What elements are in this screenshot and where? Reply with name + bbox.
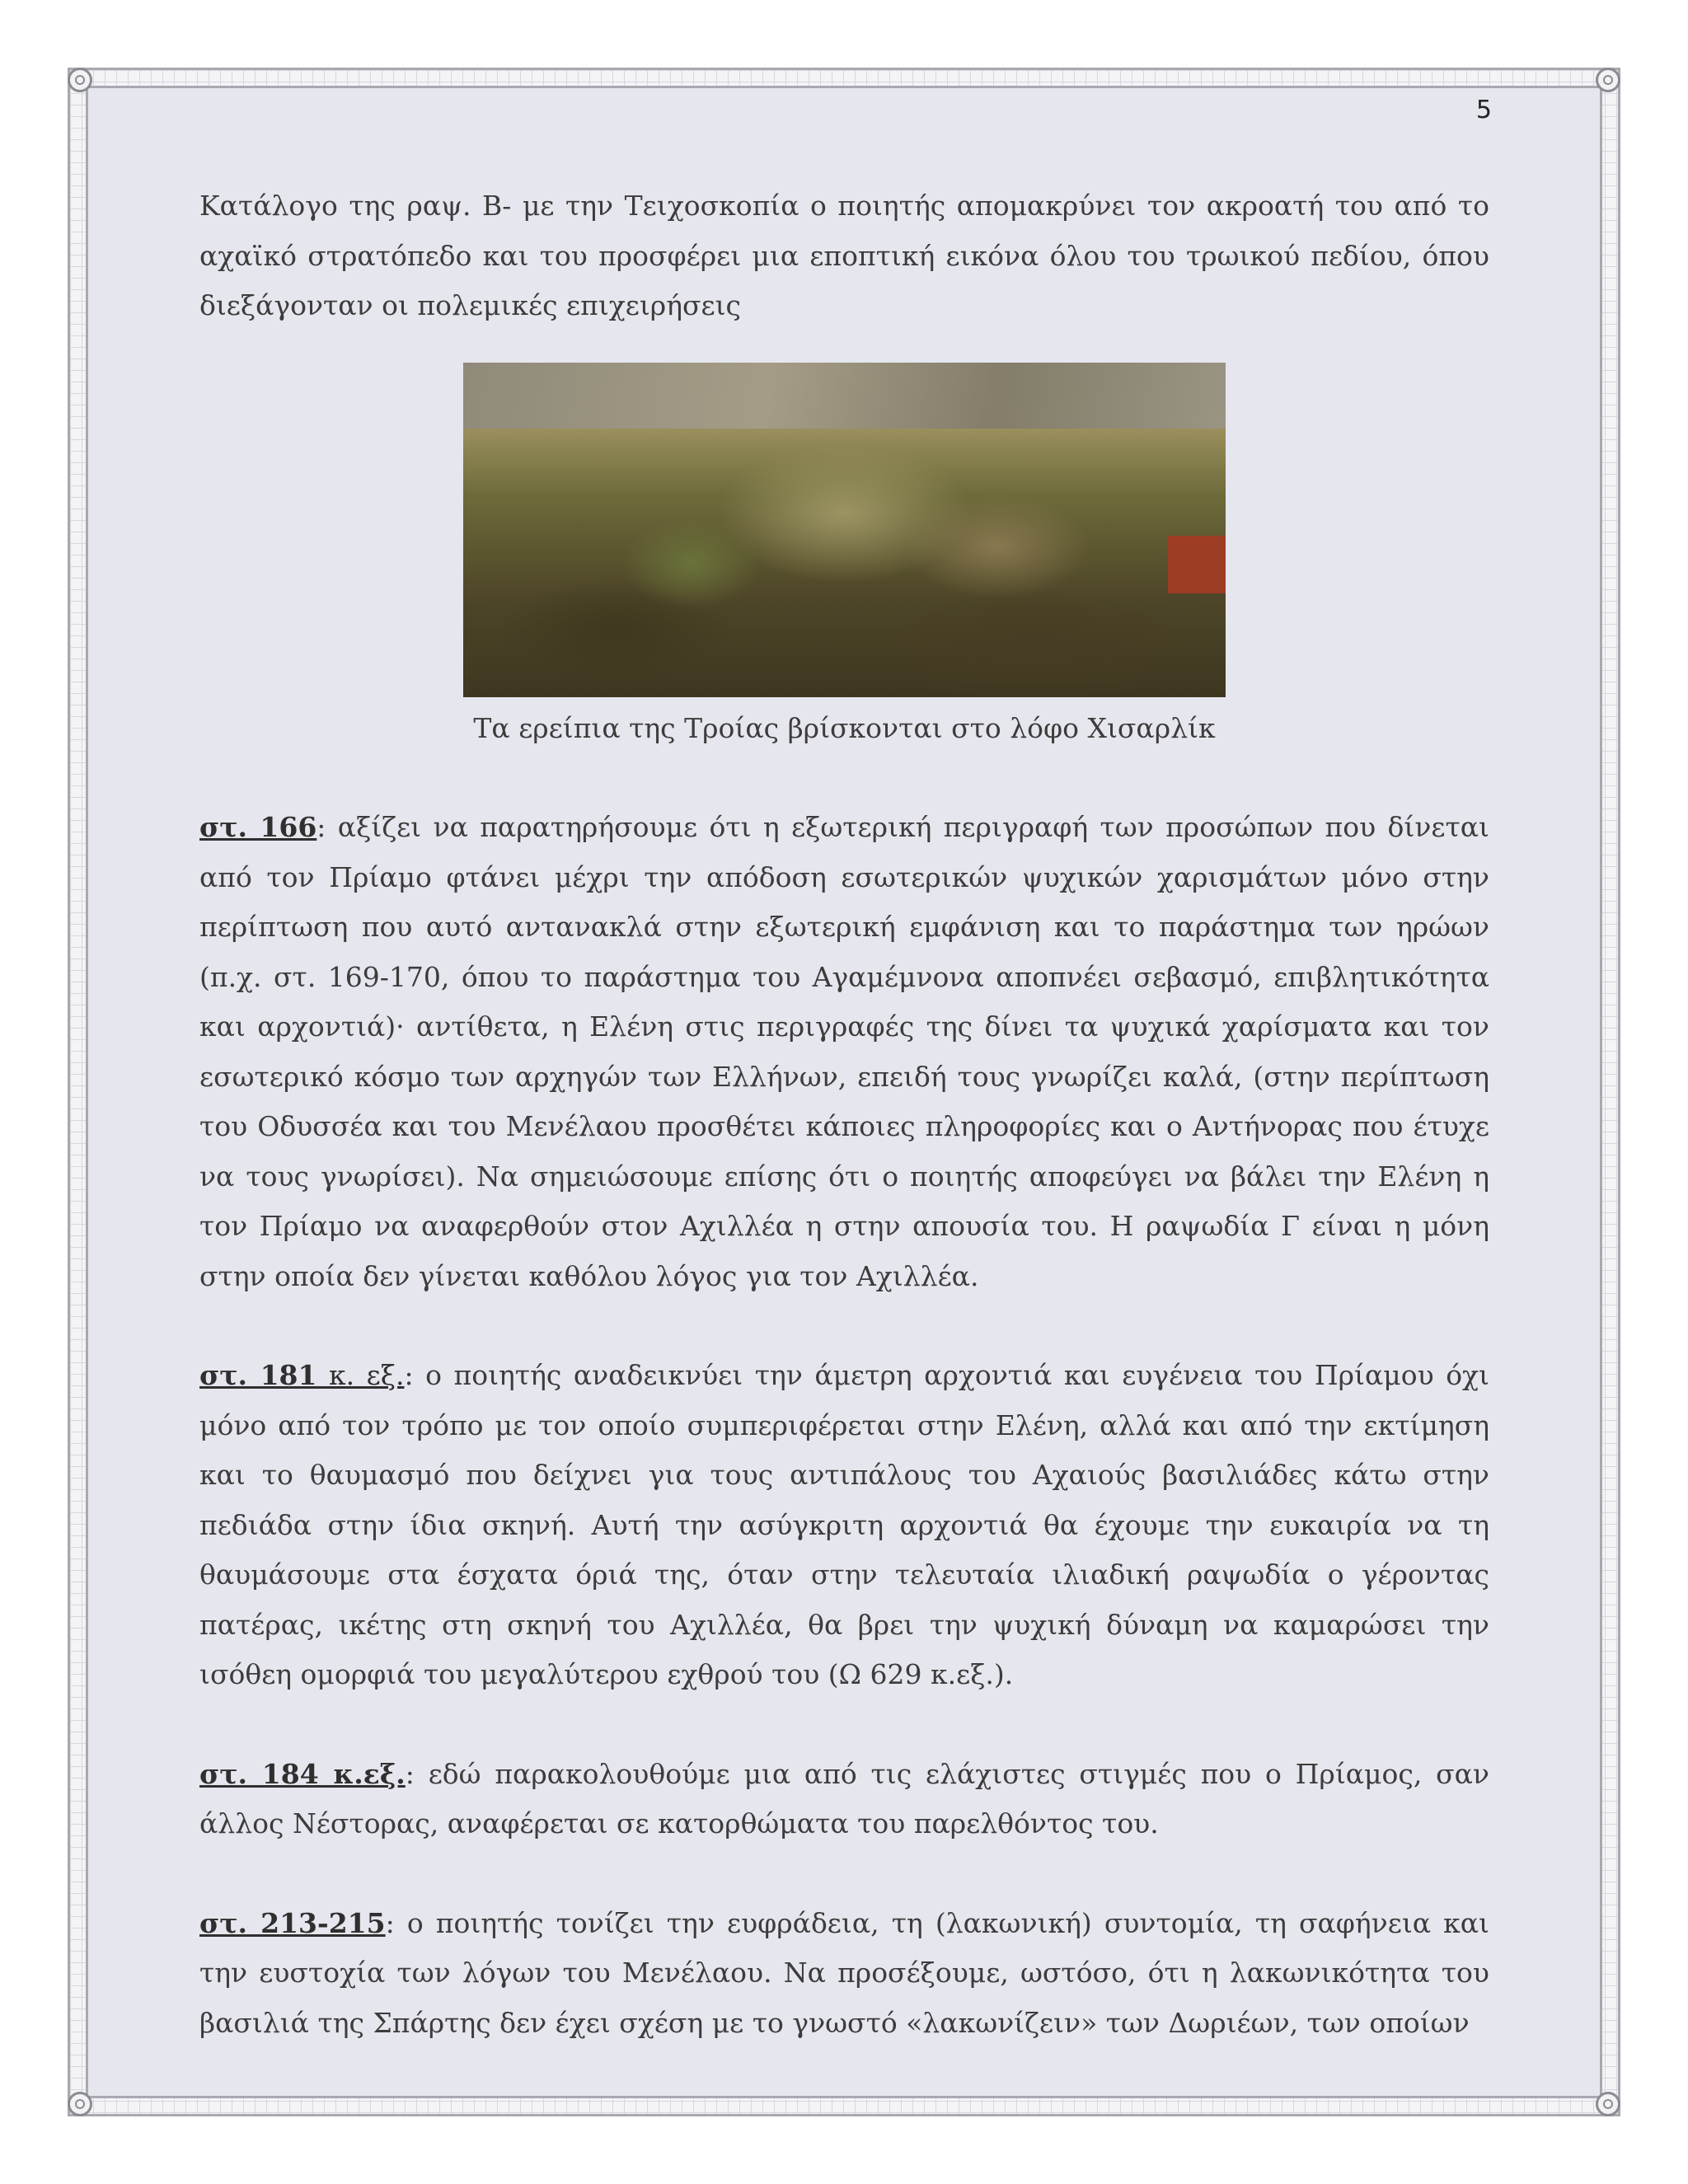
figure [199, 363, 1489, 754]
reference-separator: : [385, 1906, 395, 1939]
commentary-text: ο ποιητής τονίζει την ευφράδεια, τη (λακωνική) συντομία, τη σαφήνεια και την ευστοχία των λόγων του Μενέλαου. Να προσέξουμε, ωστόσο, ότι η λακωνικότητα του βασιλιά της Σπάρτης δεν έχει σχέση με το γνωστό «λακωνίζειν» των Δωριέων, των οποίων [199, 1906, 1489, 2039]
corner-ornament-icon [1596, 68, 1620, 92]
troy-ruins-photo [463, 363, 1226, 697]
intro-paragraph: Κατάλογο της ραψ. Β- με την Τειχοσκοπία ο ποιητής απομακρύνει τον ακροατή του από το αχαϊκό στρατόπεδο και του προσφέρει μια εποπτική εικόνα όλου του τρωικού πεδίου, όπου διεξάγονταν οι πολεμικές επιχειρήσεις [199, 190, 1489, 321]
corner-ornament-icon [1596, 2092, 1620, 2116]
document-body [199, 181, 1489, 2048]
corner-ornament-icon [68, 68, 92, 92]
commentary-paragraph [199, 1750, 1489, 1849]
verse-reference: στ. 166 [199, 811, 317, 843]
commentary-paragraph [199, 1351, 1489, 1700]
commentary-text: ο ποιητής αναδεικνύει την άμετρη αρχοντιά και ευγένεια του Πρίαμου όχι μόνο από τον τρόπο με τον οποίο συμπεριφέρεται στην Ελένη, αλλά και από την εκτίμηση και το θαυμασμό που δείχνει για τους αντιπάλους του Αχαιούς βασιλιάδες κάτω στην πεδιάδα στην ίδια σκηνή. Αυτή την ασύγκριτη αρχοντιά θα έχουμε την ευκαιρία να τη θαυμάσουμε στα έσχατα όριά της, όταν στην τελευταία ιλιαδική ραψωδία ο γέροντας πατέρας, ικέτης στη σκηνή του Αχιλλέα, θα βρει την ψυχική δύναμη να καμαρώσει την ισόθεη ομορφιά του μεγαλύτερου εχθρού του (Ω 629 κ.εξ.). [199, 1359, 1489, 1690]
photo-fields [463, 363, 1226, 429]
figure-caption: Τα ερείπια της Τροίας βρίσκονται στο λόφο Χισαρλίκ [473, 711, 1216, 744]
commentary-paragraph [199, 803, 1489, 1301]
verse-reference: στ. 181 [199, 1359, 317, 1391]
verse-reference: στ. 213-215 [199, 1906, 386, 1939]
verse-reference: στ. 184 κ.εξ. [199, 1757, 406, 1790]
reference-separator: : [404, 1359, 414, 1391]
reference-separator: : [405, 1757, 415, 1790]
photo-roof [1168, 536, 1226, 593]
corner-ornament-icon [68, 2092, 92, 2116]
verse-reference-suffix: κ. εξ. [316, 1359, 405, 1391]
commentary-text: εδώ παρακολουθούμε μια από τις ελάχιστες στιγμές που ο Πρίαμος, σαν άλλος Νέστορας, αναφέρεται σε κατορθώματα του παρελθόντος του. [199, 1757, 1489, 1840]
commentary-paragraph [199, 1899, 1489, 2049]
reference-separator: : [316, 811, 326, 843]
page-number: 5 [1475, 96, 1492, 124]
commentary-text: αξίζει να παρατηρήσουμε ότι η εξωτερική περιγραφή των προσώπων που δίνεται από τον Πρίαμο φτάνει μέχρι την απόδοση εσωτερικών ψυχικών χαρισμάτων μόνο στην περίπτωση που αυτό αντανακλά στην εξωτερική εμφάνιση και το παράστημα των ηρώων (π.χ. στ. 169-170, όπου το παράστημα του Αγαμέμνονα αποπνέει σεβασμό, επιβλητικότητα και αρχοντιά)· αντίθετα, η Ελένη στις περιγραφές της δίνει τα ψυχικά χαρίσματα και τον εσωτερικό κόσμο των αρχηγών των Ελλήνων, επειδή τους γνωρίζει καλά, (στην περίπτωση του Οδυσσέα και του Μενέλαου προσθέτει κάποιες πληροφορίες και ο Αντήνορας που έτυχε να τους γνωρίσει). Να σημειώσουμε επίσης ότι ο ποιητής αποφεύγει να βάλει την Ελένη η τον Πρίαμο να αναφερθούν στον Αχιλλέα η στην απουσία του. Η ραψωδία Γ είναι η μόνη στην οποία δεν γίνεται καθόλου λόγος για τον Αχιλλέα. [199, 811, 1489, 1292]
